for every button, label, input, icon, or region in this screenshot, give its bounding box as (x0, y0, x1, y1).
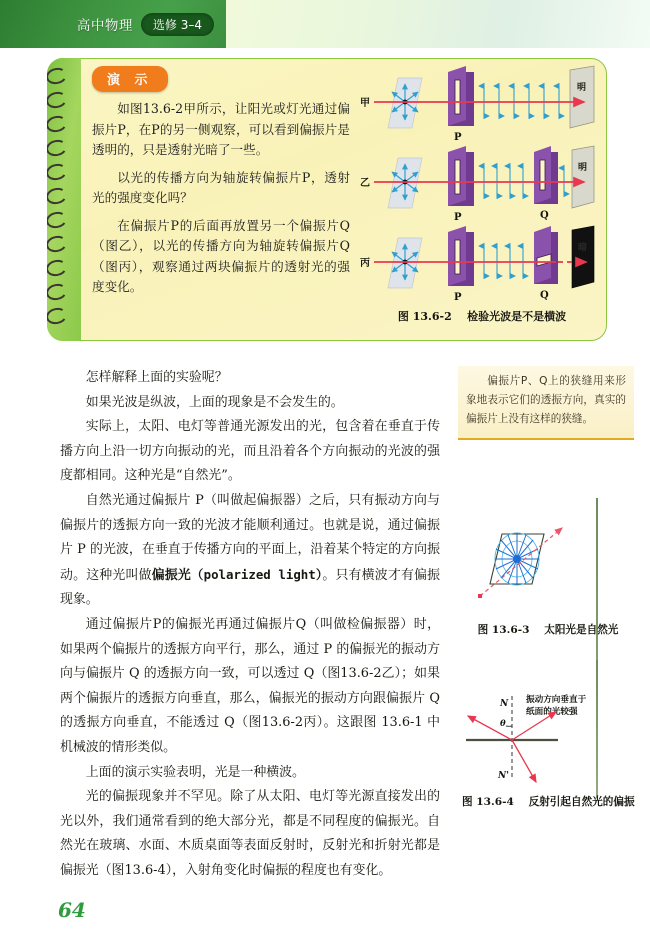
svg-text:N': N' (498, 771, 509, 781)
spiral-ring (47, 90, 68, 110)
body-paragraph-6: 上面的演示实验表明，光是一种横波。 (85, 764, 305, 780)
figure-row-yi (360, 146, 594, 223)
svg-text:P: P (454, 132, 462, 143)
body-paragraph-5: 通过偏振片P的偏振光再通过偏振片Q（叫做检偏振器）时，如果两个偏振片的透振方向平行，那么，通过 P 的偏振光的振动方向与偏振片 Q 的透振方向一致，可以透过 Q（图13.6-2乙）；如果两个偏振片的透振方向垂直，那么，偏振光的振动方向跟偏振片 Q 的透振方向垂直，不能透过 Q（图13.6-2丙）。这跟图 13.6-1 中机械波的情形类似。 (60, 616, 440, 755)
spiral-ring (47, 138, 68, 158)
svg-text:明: 明 (577, 83, 587, 93)
term-polarized-cn: 偏振光 (151, 567, 192, 583)
figure-13-6-4-number: 图 13.6-4 (462, 796, 514, 808)
figure-13-6-3-text: 太阳光是自然光 (544, 624, 619, 636)
figure-13-6-4-caption (462, 794, 638, 810)
volume-badge: 选修 3–4 (141, 13, 214, 36)
demo-paragraph-2: 以光的传播方向为轴旋转偏振片P，透射光的强度变化吗？ (92, 169, 350, 205)
figure-13-6-2 (356, 64, 602, 314)
spiral-ring (47, 258, 68, 278)
svg-text:Q: Q (540, 210, 549, 221)
figure-row-jia (360, 66, 594, 143)
figure-13-6-4-text: 反射引起自然光的偏振 (528, 796, 635, 808)
svg-text:Q: Q (540, 290, 549, 301)
figure-13-6-3-number: 图 13.6-3 (477, 624, 530, 636)
spiral-ring (47, 66, 68, 86)
spiral-binding (47, 58, 81, 341)
body-paragraph-2: 如果光波是纵波，上面的现象是不会发生的。 (85, 394, 344, 410)
svg-text:暗: 暗 (578, 243, 588, 253)
svg-text:θ: θ (500, 719, 506, 729)
spiral-ring (47, 306, 68, 326)
demo-paragraph-1: 如图13.6-2甲所示，让阳光或灯光通过偏振片P，在P的另一侧观察，可以看到偏振片是透明的，只是透射光暗了一些。 (92, 101, 350, 157)
figure-13-6-3 (462, 492, 634, 612)
demo-badge: 演 示 (92, 66, 168, 92)
figure-row-bing (360, 226, 594, 303)
svg-text:明: 明 (578, 163, 588, 173)
term-polarized-en: （polarized light） (191, 566, 323, 582)
body-paragraph-3: 实际上，太阳、电灯等普通光源发出的光，包含着在垂直于传播方向上沿一切方向振动的光，而且沿着各个方向振动的光波的强度都相同。这种光是“自然光”。 (60, 419, 440, 484)
body-paragraph-4 (60, 489, 440, 613)
natural-light-starburst (495, 533, 539, 585)
page-number: 64 (58, 898, 86, 922)
header-title-group (0, 0, 226, 48)
svg-text:振动方向垂直于: 振动方向垂直于 (526, 695, 587, 705)
spiral-ring (47, 282, 68, 302)
figure-13-6-2-text: 检验光波是不是横波 (467, 310, 567, 323)
figure-13-6-4 (460, 660, 636, 788)
figure-13-6-3-caption (458, 622, 638, 637)
svg-text:丙: 丙 (360, 258, 370, 269)
spiral-ring (47, 234, 68, 254)
figure-13-6-2-caption (356, 308, 608, 324)
figure-13-6-2-number: 图 13.6-2 (397, 310, 452, 323)
body-paragraph-4-lead: 自然光通过偏振片 P（叫做起偏振器）之后，只有振动方向与偏振片的透振方向一致的光波才能顺利通过。也就是说，通过偏振片 P 的光波，在垂直于传播方向的平面上，沿着某个特定的方向振动。这种光叫做 (60, 492, 440, 583)
svg-text:乙: 乙 (360, 178, 370, 189)
svg-text:P: P (454, 292, 462, 303)
body-paragraph-1: 怎样解释上面的实验呢？ (85, 370, 228, 385)
svg-text:甲: 甲 (360, 98, 370, 109)
page-header (0, 0, 650, 48)
demo-text-column (92, 66, 350, 298)
spiral-ring (47, 114, 68, 134)
spiral-ring (47, 186, 68, 206)
body-text-column (60, 366, 440, 883)
demo-paragraph-3: 在偏振片P的后面再放置另一个偏振片Q（图乙），以光的传播方向为轴旋转偏振片Q（图丙），观察通过两块偏振片的透射光的强度变化。 (92, 217, 350, 294)
svg-text:P: P (454, 212, 462, 223)
side-note-text: 偏振片P、Q上的狭缝用来形象地表示它们的透振方向，真实的偏振片上没有这样的狭缝。 (466, 375, 626, 425)
side-note (458, 366, 634, 440)
spiral-ring (47, 210, 68, 230)
body-paragraph-4-tail: 。只有横波才有偏振现象。 (60, 567, 441, 608)
body-paragraph-7: 光的偏振现象并不罕见。除了从太阳、电灯等光源直接发出的光以外，我们通常看到的绝大部分光，都是不同程度的偏振光。自然光在玻璃、水面、木质桌面等表面反射时，反射光和折射光都是偏振光（图13.6-4），入射角变化时偏振的程度也有变化。 (60, 789, 440, 878)
svg-text:纸面的光较强: 纸面的光较强 (526, 707, 578, 717)
spiral-ring (47, 162, 68, 182)
page-title: 高中物理 (76, 18, 133, 34)
svg-text:N: N (500, 699, 509, 709)
